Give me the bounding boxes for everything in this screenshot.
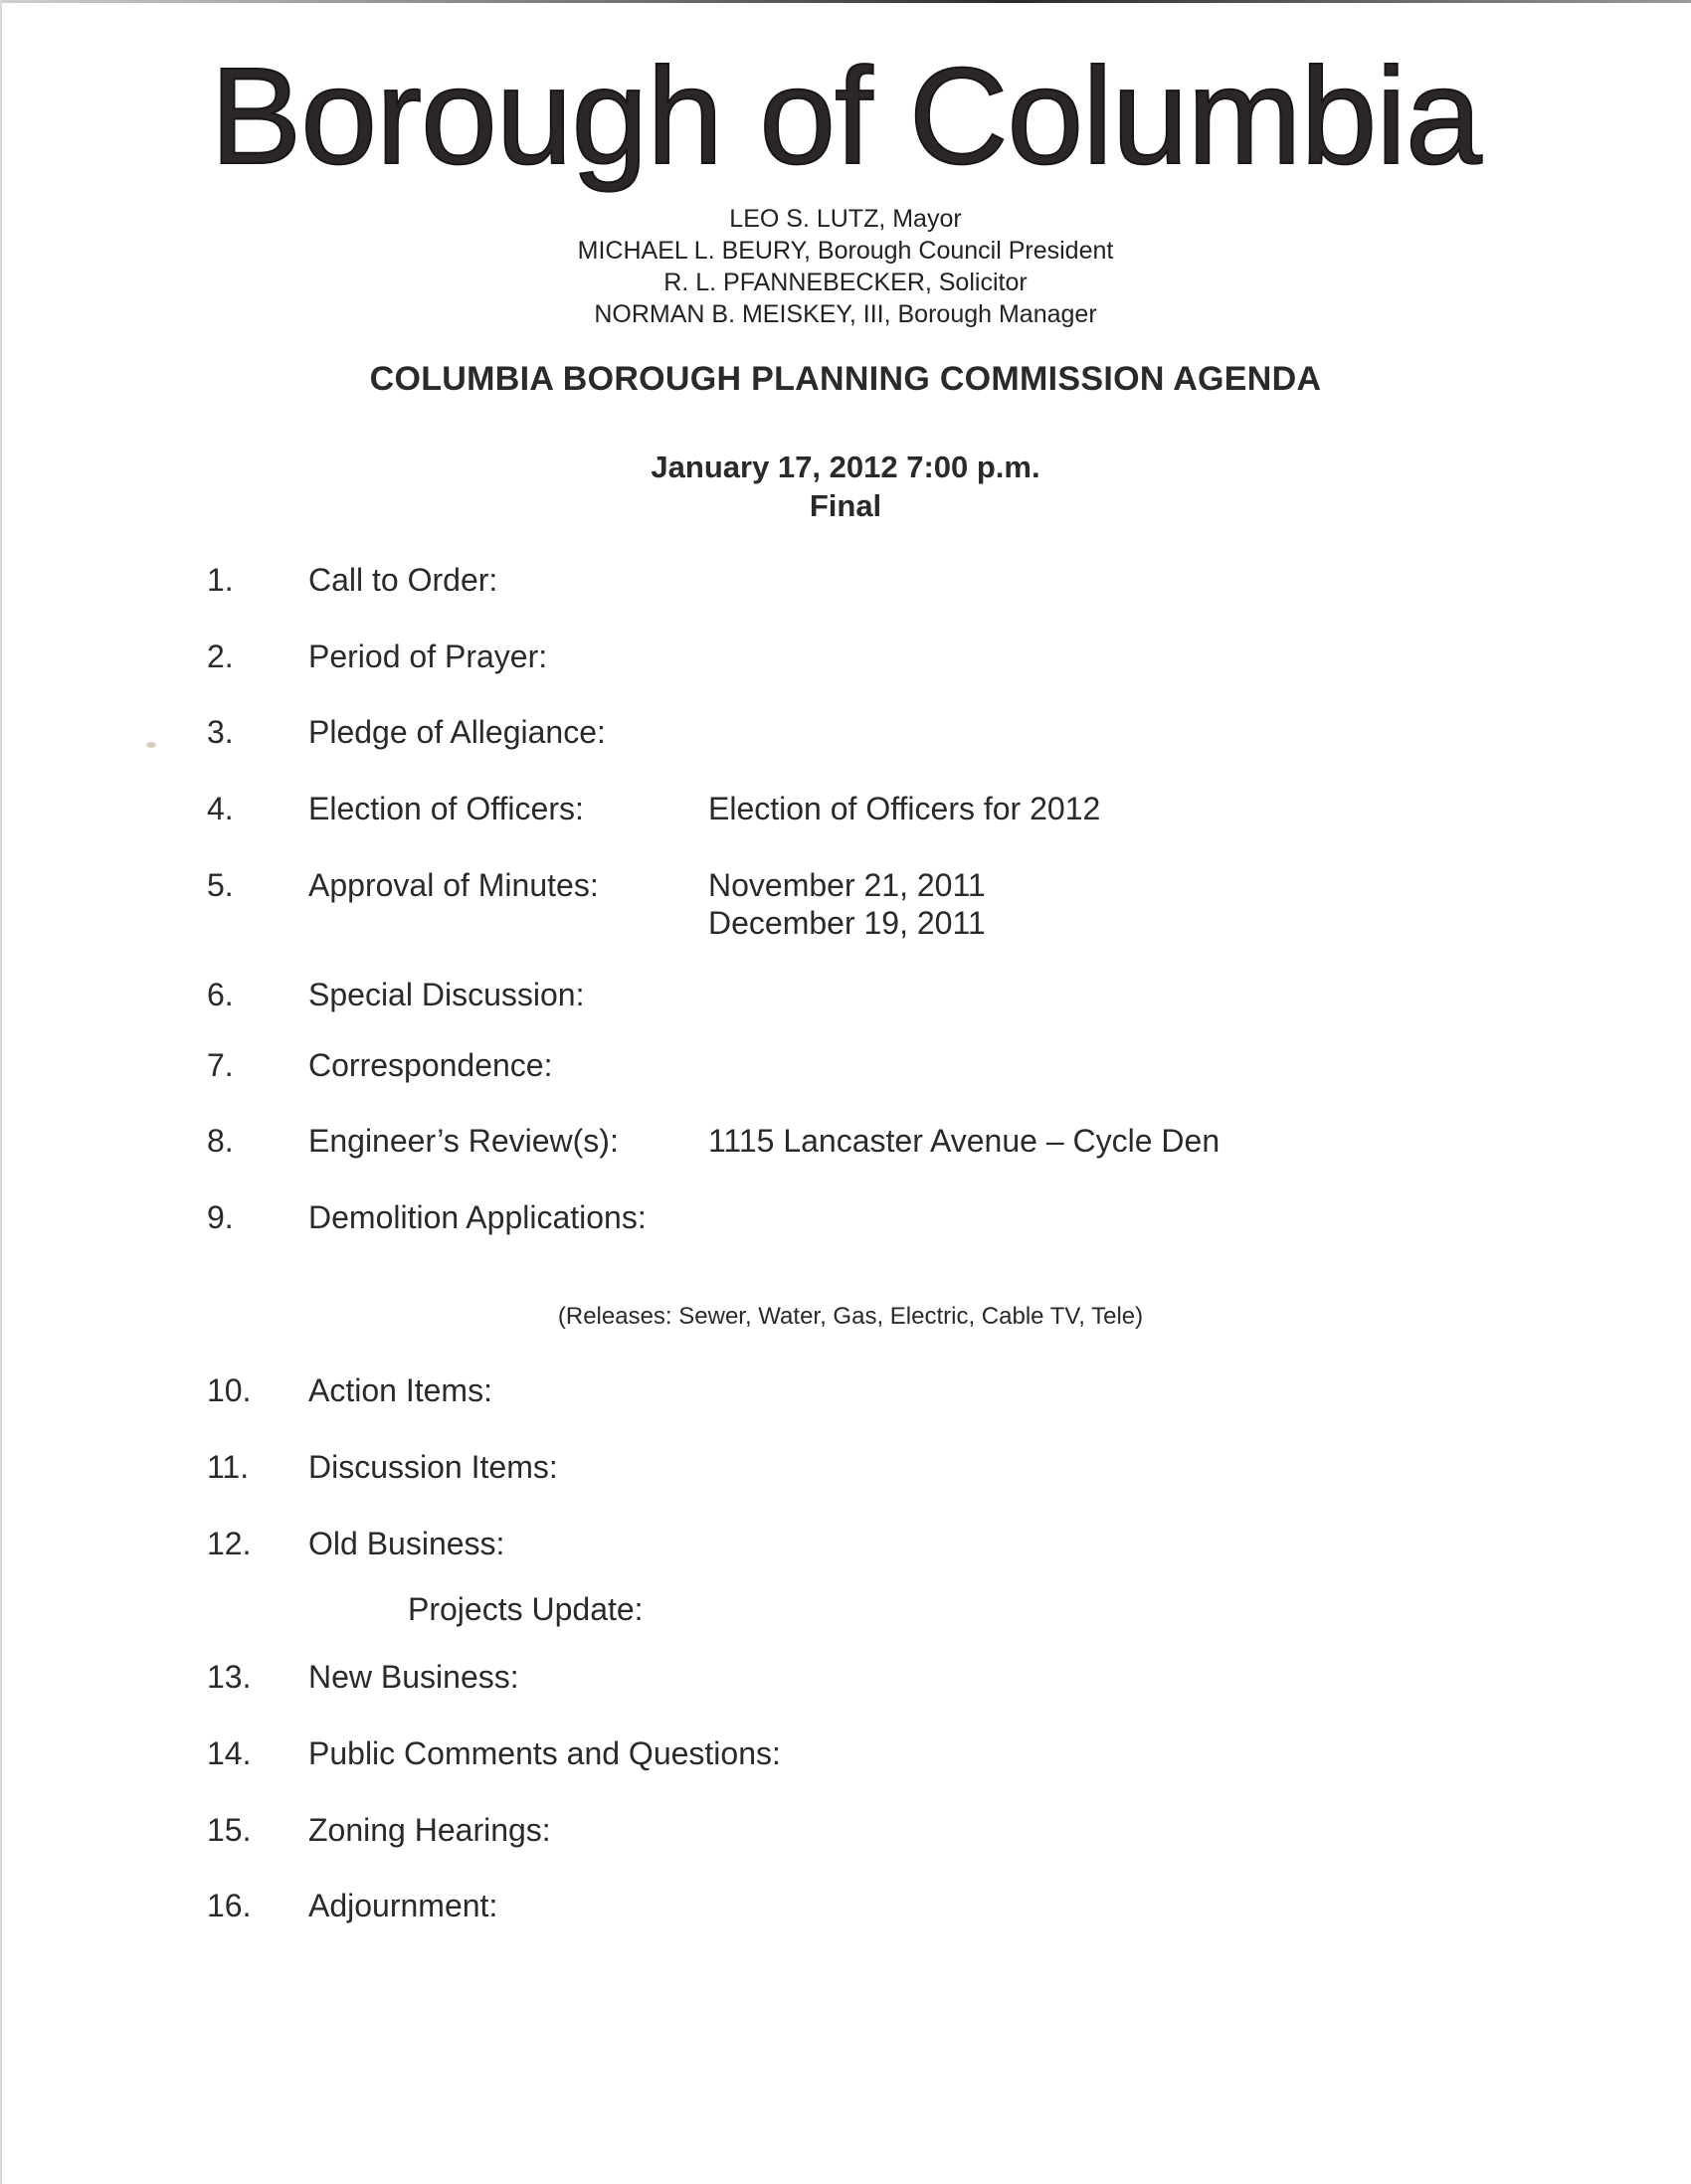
item-label: Action Items: xyxy=(308,1372,492,1408)
item-label: Pledge of Allegiance: xyxy=(308,714,606,750)
scan-speck xyxy=(146,742,156,748)
official-mayor: LEO S. LUTZ, Mayor xyxy=(729,205,962,233)
item-number: 15. xyxy=(207,1812,252,1848)
item-number: 11. xyxy=(207,1449,250,1485)
item-label: Election of Officers: xyxy=(308,791,584,826)
item-label: Demolition Applications: xyxy=(308,1199,647,1235)
agenda-status: Final xyxy=(809,488,882,523)
item-label: Special Discussion: xyxy=(308,977,585,1012)
sub-item: Projects Update: xyxy=(408,1591,644,1627)
item-detail: December 19, 2011 xyxy=(708,905,986,941)
item-label: Zoning Hearings: xyxy=(308,1812,551,1848)
item-detail: 1115 Lancaster Avenue – Cycle Den xyxy=(708,1123,1221,1159)
item-label: Adjournment: xyxy=(308,1888,498,1923)
item-number: 10. xyxy=(207,1372,252,1408)
item-label: Old Business: xyxy=(308,1526,505,1561)
document-title: Borough of Columbia xyxy=(210,40,1481,193)
releases-note: (Releases: Sewer, Water, Gas, Electric, Cable TV, Tele) xyxy=(557,1303,1144,1330)
item-label: Public Comments and Questions: xyxy=(308,1735,781,1771)
item-number: 2. xyxy=(207,638,234,674)
scan-top-edge xyxy=(0,0,1691,3)
agenda-heading: COLUMBIA BOROUGH PLANNING COMMISSION AGENDA xyxy=(369,360,1322,398)
item-label: Call to Order: xyxy=(308,562,498,598)
meeting-info xyxy=(0,448,1691,525)
official-manager: NORMAN B. MEISKEY, III, Borough Manager xyxy=(594,300,1097,328)
item-label: New Business: xyxy=(308,1659,519,1695)
item-label: Discussion Items: xyxy=(308,1449,558,1485)
item-number: 13. xyxy=(207,1659,252,1695)
item-number: 9. xyxy=(207,1199,234,1235)
item-number: 6. xyxy=(207,977,234,1012)
item-detail: Election of Officers for 2012 xyxy=(708,791,1101,826)
item-label: Approval of Minutes: xyxy=(308,867,599,903)
official-solicitor: R. L. PFANNEBECKER, Solicitor xyxy=(663,269,1028,296)
official-council-president: MICHAEL L. BEURY, Borough Council President xyxy=(577,237,1114,265)
item-number: 14. xyxy=(207,1735,252,1771)
item-number: 12. xyxy=(207,1526,252,1561)
item-label: Period of Prayer: xyxy=(308,638,548,674)
item-number: 3. xyxy=(207,714,234,750)
item-label: Correspondence: xyxy=(308,1047,553,1083)
item-number: 7. xyxy=(207,1047,234,1083)
item-number: 16. xyxy=(207,1888,252,1923)
item-label: Engineer’s Review(s): xyxy=(308,1123,619,1159)
item-number: 5. xyxy=(207,867,234,903)
item-detail: November 21, 2011 xyxy=(708,867,986,903)
officials-list xyxy=(0,203,1691,330)
item-number: 1. xyxy=(207,562,234,598)
item-number: 4. xyxy=(207,791,234,826)
item-number: 8. xyxy=(207,1123,234,1159)
meeting-datetime: January 17, 2012 7:00 p.m. xyxy=(651,450,1040,484)
